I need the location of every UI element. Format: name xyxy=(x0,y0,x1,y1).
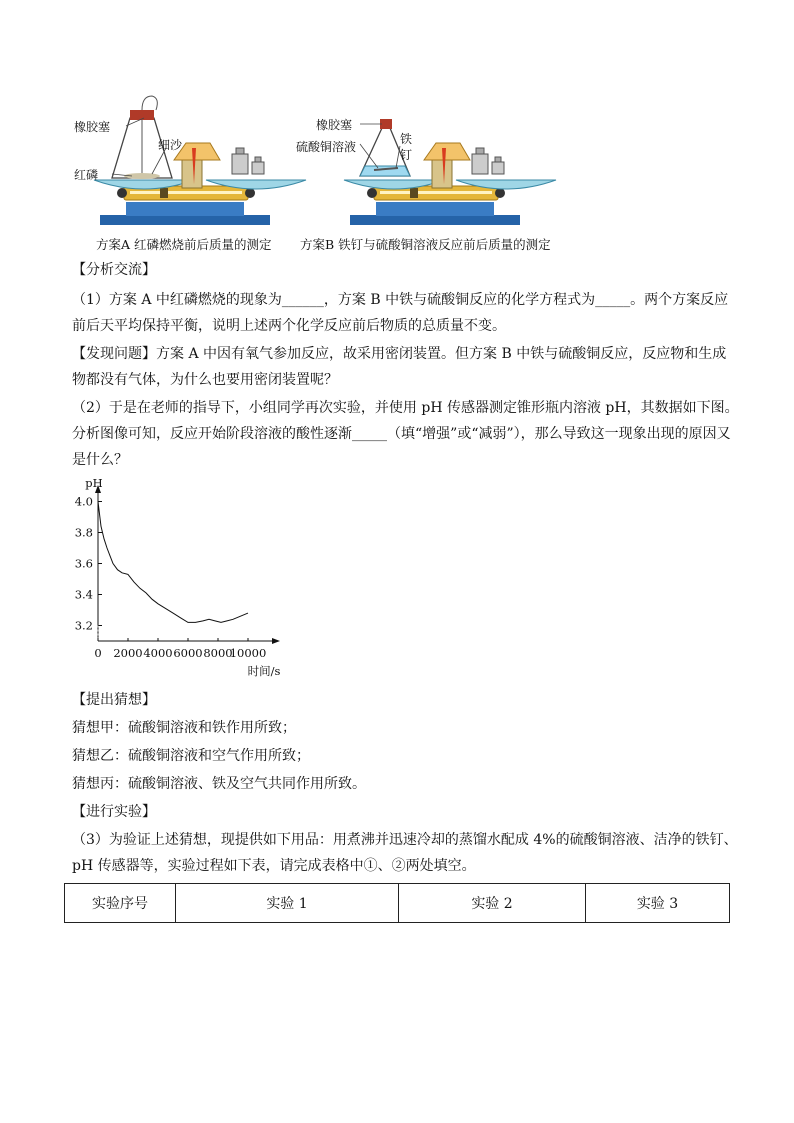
discovery-line-1: 【发现问题】方案 A 中因有氧气参加反应，故采用密闭装置。但方案 B 中铁与硫酸铜反应，反应物和生成 xyxy=(72,346,727,362)
caption-b: 方案B 铁钉与硫酸铜溶液反应前后质量的测定 xyxy=(300,237,551,252)
label-b-nail-2: 钉 xyxy=(400,148,413,162)
question-1-line-1: （1）方案 A 中红磷燃烧的现象为______，方案 B 中铁与硫酸铜反应的化学方程式为_____。两个方案反应 xyxy=(72,292,729,308)
question-3-line-1: （3）为验证上述猜想，现提供如下用品：用煮沸并迅速冷却的蒸馏水配成 4%的硫酸铜溶液、洁净的铁钉、 xyxy=(72,832,738,848)
y-tick-label: 4.0 xyxy=(74,494,93,509)
x-axis-arrow xyxy=(272,638,280,644)
question-2-line-3: 是什么？ xyxy=(72,452,128,468)
question-2-line-1: （2）于是在老师的指导下，小组同学再次实验，并使用 pH 传感器测定锥形瓶内溶液 pH，其数据如下图。 xyxy=(72,400,739,416)
balance-a xyxy=(94,96,306,225)
x-tick-label: 6000 xyxy=(173,646,203,660)
hypothesis-c: 猜想丙：硫酸铜溶液、铁及空气共同作用所致。 xyxy=(72,776,366,792)
heading-analysis: 【分析交流】 xyxy=(72,262,156,278)
label-b-solution: 硫酸铜溶液 xyxy=(296,140,357,154)
y-tick-label: 3.4 xyxy=(74,587,93,602)
caption-a: 方案A 红磷燃烧前后质量的测定 xyxy=(96,237,272,252)
table-header-cell: 实验 1 xyxy=(176,884,399,923)
question-1-line-2: 前后天平均保持平衡，说明上述两个化学反应前后物质的总质量不变。 xyxy=(72,318,506,334)
y-tick-label: 3.2 xyxy=(74,618,93,633)
label-a-sand: 细沙 xyxy=(158,138,183,152)
question-3-line-2: pH 传感器等，实验过程如下表，请完成表格中①、②两处填空。 xyxy=(72,858,476,874)
table-header-cell: 实验 3 xyxy=(586,884,730,923)
x-tick-label: 0 xyxy=(94,646,102,660)
question-2-line-2: 分析图像可知，反应开始阶段溶液的酸性逐渐_____（填“增强”或“减弱”），那么导致这一现象出现的原因又 xyxy=(72,426,731,442)
balance-b xyxy=(344,119,556,225)
x-axis-label: 时间/s xyxy=(247,664,281,678)
table-header-cell: 实验序号 xyxy=(65,884,176,923)
hypothesis-a: 猜想甲：硫酸铜溶液和铁作用所致； xyxy=(72,720,296,736)
x-tick-label: 2000 xyxy=(113,646,143,660)
heading-experiment: 【进行实验】 xyxy=(72,804,156,820)
series-line-ph xyxy=(98,502,248,623)
table-header-row xyxy=(65,884,730,923)
experiment-table xyxy=(64,883,730,923)
x-tick-label: 4000 xyxy=(143,646,173,660)
y-tick-label: 3.8 xyxy=(74,525,93,540)
label-a-stopper: 橡胶塞 xyxy=(74,120,111,134)
discovery-line-2: 物都没有气体，为什么也要用密闭装置呢？ xyxy=(72,372,338,388)
y-axis-label: pH xyxy=(85,476,103,490)
heading-hypothesis: 【提出猜想】 xyxy=(72,692,156,708)
ph-chart xyxy=(64,475,294,685)
label-b-stopper: 橡胶塞 xyxy=(316,118,353,132)
x-tick-label: 10000 xyxy=(229,646,267,660)
experiment-figure xyxy=(60,88,620,228)
y-tick-label: 3.6 xyxy=(74,556,93,571)
label-b-nail-1: 铁 xyxy=(400,132,413,146)
label-a-phosphorus: 红磷 xyxy=(74,168,99,182)
table-header-cell: 实验 2 xyxy=(399,884,586,923)
hypothesis-b: 猜想乙：硫酸铜溶液和空气作用所致； xyxy=(72,748,310,764)
x-tick-label: 8000 xyxy=(203,646,233,660)
